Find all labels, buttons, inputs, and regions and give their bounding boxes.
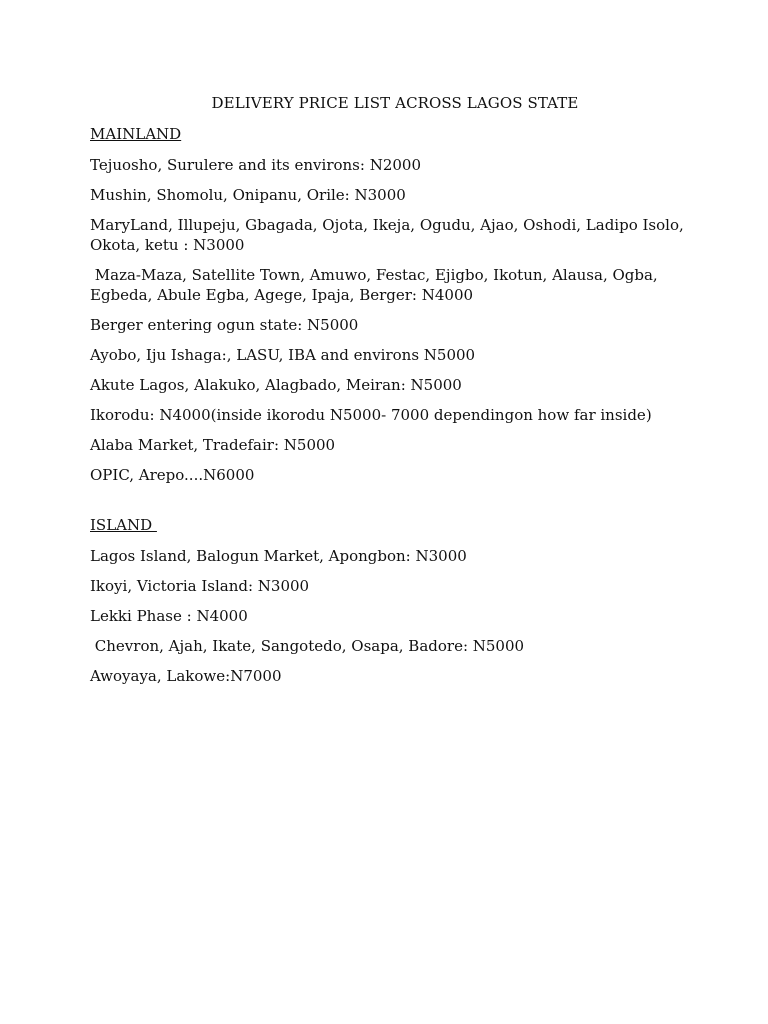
island-price-line: Lekki Phase : N4000 (90, 607, 248, 625)
mainland-price-line: MaryLand, Illupeju, Gbagada, Ojota, Ikeja, Ogudu, Ajao, Oshodi, Ladipo Isolo, Okota, ketu : N3000 (90, 216, 689, 254)
mainland-price-line: Tejuosho, Surulere and its environs: N2000 (90, 156, 421, 174)
mainland-price-line: Berger entering ogun state: N5000 (90, 316, 359, 334)
mainland-price-line: Alaba Market, Tradefair: N5000 (90, 436, 336, 454)
island-price-line: Lagos Island, Balogun Market, Apongbon: N3000 (90, 547, 467, 565)
mainland-price-line: Maza-Maza, Satellite Town, Amuwo, Festac, Ejigbo, Ikotun, Alausa, Ogba, Egbeda, Abule Egba, Agege, Ipaja, Berger: N4000 (90, 266, 663, 304)
mainland-price-line: Akute Lagos, Alakuko, Alagbado, Meiran: N5000 (90, 376, 462, 394)
island-price-line: Ikoyi, Victoria Island: N3000 (90, 577, 310, 595)
island-heading: ISLAND (90, 516, 157, 534)
mainland-heading: MAINLAND (90, 125, 182, 143)
island-section (90, 516, 700, 686)
mainland-price-line: OPIC, Arepo....N6000 (90, 466, 255, 484)
island-price-line: Awoyaya, Lakowe:N7000 (90, 667, 282, 685)
document-title: DELIVERY PRICE LIST ACROSS LAGOS STATE (211, 94, 579, 112)
mainland-price-line: Ayobo, Iju Ishaga:, LASU, IBA and environs N5000 (90, 346, 476, 364)
mainland-price-line: Ikorodu: N4000(inside ikorodu N5000- 7000 dependingon how far inside) (90, 406, 652, 424)
island-price-line: Chevron, Ajah, Ikate, Sangotedo, Osapa, Badore: N5000 (90, 637, 525, 655)
document-page (90, 94, 700, 696)
mainland-section (90, 125, 700, 485)
mainland-price-line: Mushin, Shomolu, Onipanu, Orile: N3000 (90, 186, 406, 204)
